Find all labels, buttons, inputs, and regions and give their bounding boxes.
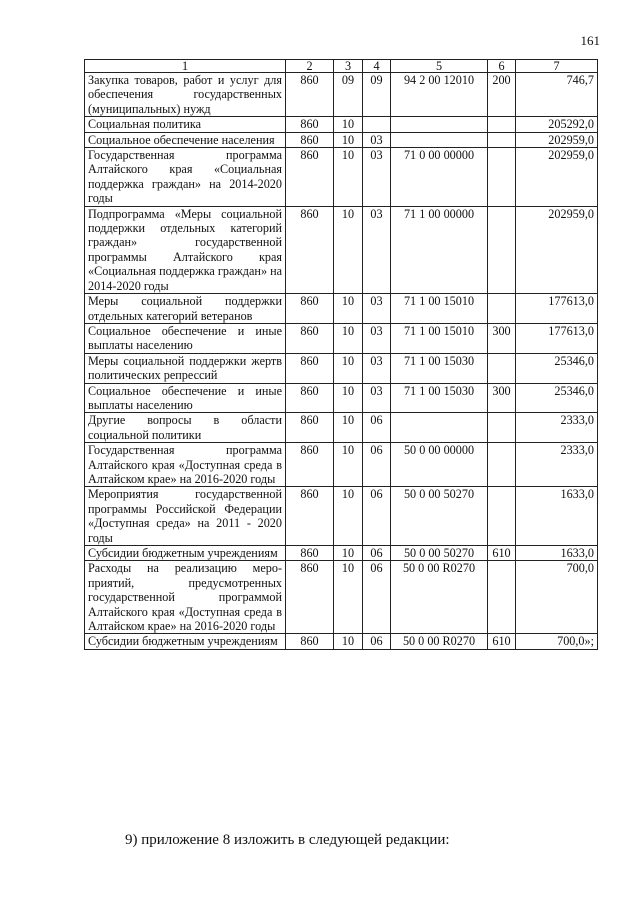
row-vr-cell — [488, 132, 516, 147]
row-vr-cell: 300 — [488, 323, 516, 353]
row-name-cell: Закупка товаров, работ и услуг для обеспечения государственных (муниципальных) нужд — [85, 73, 286, 117]
column-header: 4 — [363, 60, 391, 73]
row-vr-cell — [488, 353, 516, 383]
row-vr-cell — [488, 294, 516, 324]
row-sum-cell: 700,0»; — [516, 634, 598, 649]
table-row — [85, 148, 598, 207]
row-name-cell: Социальная политика — [85, 117, 286, 132]
row-ved-cell: 860 — [286, 487, 334, 546]
row-sum-cell: 25346,0 — [516, 353, 598, 383]
row-pr-cell: 06 — [363, 413, 391, 443]
row-csr-cell: 71 1 00 15010 — [391, 323, 488, 353]
row-csr-cell: 50 0 00 00000 — [391, 443, 488, 487]
row-sum-cell: 25346,0 — [516, 383, 598, 413]
row-name-cell: Меры социальной поддержки отдельных категорий ветеранов — [85, 294, 286, 324]
row-ved-cell: 860 — [286, 148, 334, 207]
column-header: 5 — [391, 60, 488, 73]
footer-text: 9) приложение 8 изложить в следующей редакции: — [125, 832, 450, 848]
column-header: 1 — [85, 60, 286, 73]
row-vr-cell — [488, 206, 516, 293]
row-pr-cell: 03 — [363, 353, 391, 383]
table-row — [85, 546, 598, 561]
row-name-cell: Социальное обеспечение населения — [85, 132, 286, 147]
row-rz-cell: 10 — [334, 487, 363, 546]
column-header: 2 — [286, 60, 334, 73]
row-csr-cell: 71 1 00 15010 — [391, 294, 488, 324]
table-row — [85, 353, 598, 383]
row-name-cell: Субсидии бюджетным учреждениям — [85, 634, 286, 649]
row-csr-cell: 71 1 00 15030 — [391, 353, 488, 383]
column-header: 3 — [334, 60, 363, 73]
row-name-cell: Расходы на реализацию мероприятий, предусмотренных государственной программой Алтайского края «Доступная среда в Алтайском крае» на 2016-2020 годы — [85, 561, 286, 634]
table-row — [85, 73, 598, 117]
row-pr-cell: 06 — [363, 561, 391, 634]
row-csr-cell: 50 0 00 R0270 — [391, 561, 488, 634]
row-vr-cell: 610 — [488, 634, 516, 649]
table-row — [85, 132, 598, 147]
row-pr-cell: 03 — [363, 132, 391, 147]
row-name-cell: Подпрограмма «Меры социальной поддержки отдельных категорий граждан» государственной программы Алтайского края «Социальная поддержка граждан» на 2014-2020 годы — [85, 206, 286, 293]
table-row — [85, 117, 598, 132]
row-pr-cell: 03 — [363, 148, 391, 207]
row-vr-cell: 200 — [488, 73, 516, 117]
row-vr-cell — [488, 487, 516, 546]
row-vr-cell: 610 — [488, 546, 516, 561]
row-pr-cell: 06 — [363, 546, 391, 561]
row-rz-cell: 10 — [334, 546, 363, 561]
table-row — [85, 487, 598, 546]
row-sum-cell: 177613,0 — [516, 323, 598, 353]
row-pr-cell — [363, 117, 391, 132]
row-ved-cell: 860 — [286, 206, 334, 293]
row-csr-cell: 50 0 00 50270 — [391, 546, 488, 561]
row-csr-cell: 71 0 00 00000 — [391, 148, 488, 207]
row-pr-cell: 06 — [363, 487, 391, 546]
column-header: 6 — [488, 60, 516, 73]
row-ved-cell: 860 — [286, 323, 334, 353]
row-ved-cell: 860 — [286, 294, 334, 324]
row-sum-cell: 2333,0 — [516, 443, 598, 487]
row-rz-cell: 10 — [334, 206, 363, 293]
row-rz-cell: 10 — [334, 294, 363, 324]
row-rz-cell: 09 — [334, 73, 363, 117]
row-rz-cell: 10 — [334, 561, 363, 634]
row-vr-cell — [488, 443, 516, 487]
row-name-cell: Субсидии бюджетным учреждениям — [85, 546, 286, 561]
row-csr-cell — [391, 132, 488, 147]
row-name-cell: Государственная программа Алтайского края «Доступная среда в Алтайском крае» на 2016-2020 годы — [85, 443, 286, 487]
row-rz-cell: 10 — [334, 383, 363, 413]
row-ved-cell: 860 — [286, 413, 334, 443]
row-sum-cell: 205292,0 — [516, 117, 598, 132]
row-pr-cell: 03 — [363, 294, 391, 324]
row-pr-cell: 09 — [363, 73, 391, 117]
budget-table-body — [85, 73, 598, 650]
row-sum-cell: 202959,0 — [516, 132, 598, 147]
row-sum-cell: 1633,0 — [516, 546, 598, 561]
row-sum-cell: 177613,0 — [516, 294, 598, 324]
row-name-cell: Меры социальной поддержки жертв политических репрессий — [85, 353, 286, 383]
row-vr-cell — [488, 561, 516, 634]
column-header: 7 — [516, 60, 598, 73]
page-number: 161 — [580, 33, 600, 48]
row-rz-cell: 10 — [334, 148, 363, 207]
row-ved-cell: 860 — [286, 561, 334, 634]
table-row — [85, 383, 598, 413]
row-name-cell: Мероприятия государственной программы Российской Федерации «Доступная среда» на 2011 - 2020 годы — [85, 487, 286, 546]
table-row — [85, 634, 598, 649]
row-pr-cell: 03 — [363, 323, 391, 353]
budget-table — [84, 59, 598, 650]
row-vr-cell — [488, 117, 516, 132]
row-pr-cell: 03 — [363, 206, 391, 293]
row-ved-cell: 860 — [286, 132, 334, 147]
row-csr-cell: 71 1 00 15030 — [391, 383, 488, 413]
row-sum-cell: 746,7 — [516, 73, 598, 117]
row-sum-cell: 202959,0 — [516, 148, 598, 207]
row-name-cell: Государственная программа Алтайского края «Социальная поддержка граждан» на 2014-2020 годы — [85, 148, 286, 207]
row-name-cell: Социальное обеспечение и иные выплаты населению — [85, 383, 286, 413]
table-row — [85, 443, 598, 487]
row-name-cell: Социальное обеспечение и иные выплаты населению — [85, 323, 286, 353]
row-csr-cell: 71 1 00 00000 — [391, 206, 488, 293]
row-csr-cell: 94 2 00 12010 — [391, 73, 488, 117]
row-ved-cell: 860 — [286, 117, 334, 132]
row-ved-cell: 860 — [286, 353, 334, 383]
table-row — [85, 206, 598, 293]
header-row — [85, 60, 598, 73]
table-row — [85, 413, 598, 443]
row-rz-cell: 10 — [334, 443, 363, 487]
row-sum-cell: 202959,0 — [516, 206, 598, 293]
row-pr-cell: 03 — [363, 383, 391, 413]
row-ved-cell: 860 — [286, 73, 334, 117]
table-row — [85, 323, 598, 353]
row-rz-cell: 10 — [334, 117, 363, 132]
row-sum-cell: 2333,0 — [516, 413, 598, 443]
row-rz-cell: 10 — [334, 132, 363, 147]
row-ved-cell: 860 — [286, 634, 334, 649]
row-rz-cell: 10 — [334, 353, 363, 383]
row-csr-cell — [391, 117, 488, 132]
table-row — [85, 294, 598, 324]
row-rz-cell: 10 — [334, 323, 363, 353]
row-pr-cell: 06 — [363, 443, 391, 487]
row-rz-cell: 10 — [334, 634, 363, 649]
row-pr-cell: 06 — [363, 634, 391, 649]
row-name-cell: Другие вопросы в области социальной политики — [85, 413, 286, 443]
row-vr-cell: 300 — [488, 383, 516, 413]
row-vr-cell — [488, 148, 516, 207]
row-ved-cell: 860 — [286, 443, 334, 487]
row-csr-cell: 50 0 00 R0270 — [391, 634, 488, 649]
row-csr-cell — [391, 413, 488, 443]
row-vr-cell — [488, 413, 516, 443]
table-row — [85, 561, 598, 634]
row-sum-cell: 1633,0 — [516, 487, 598, 546]
row-ved-cell: 860 — [286, 383, 334, 413]
row-sum-cell: 700,0 — [516, 561, 598, 634]
row-rz-cell: 10 — [334, 413, 363, 443]
row-ved-cell: 860 — [286, 546, 334, 561]
row-csr-cell: 50 0 00 50270 — [391, 487, 488, 546]
